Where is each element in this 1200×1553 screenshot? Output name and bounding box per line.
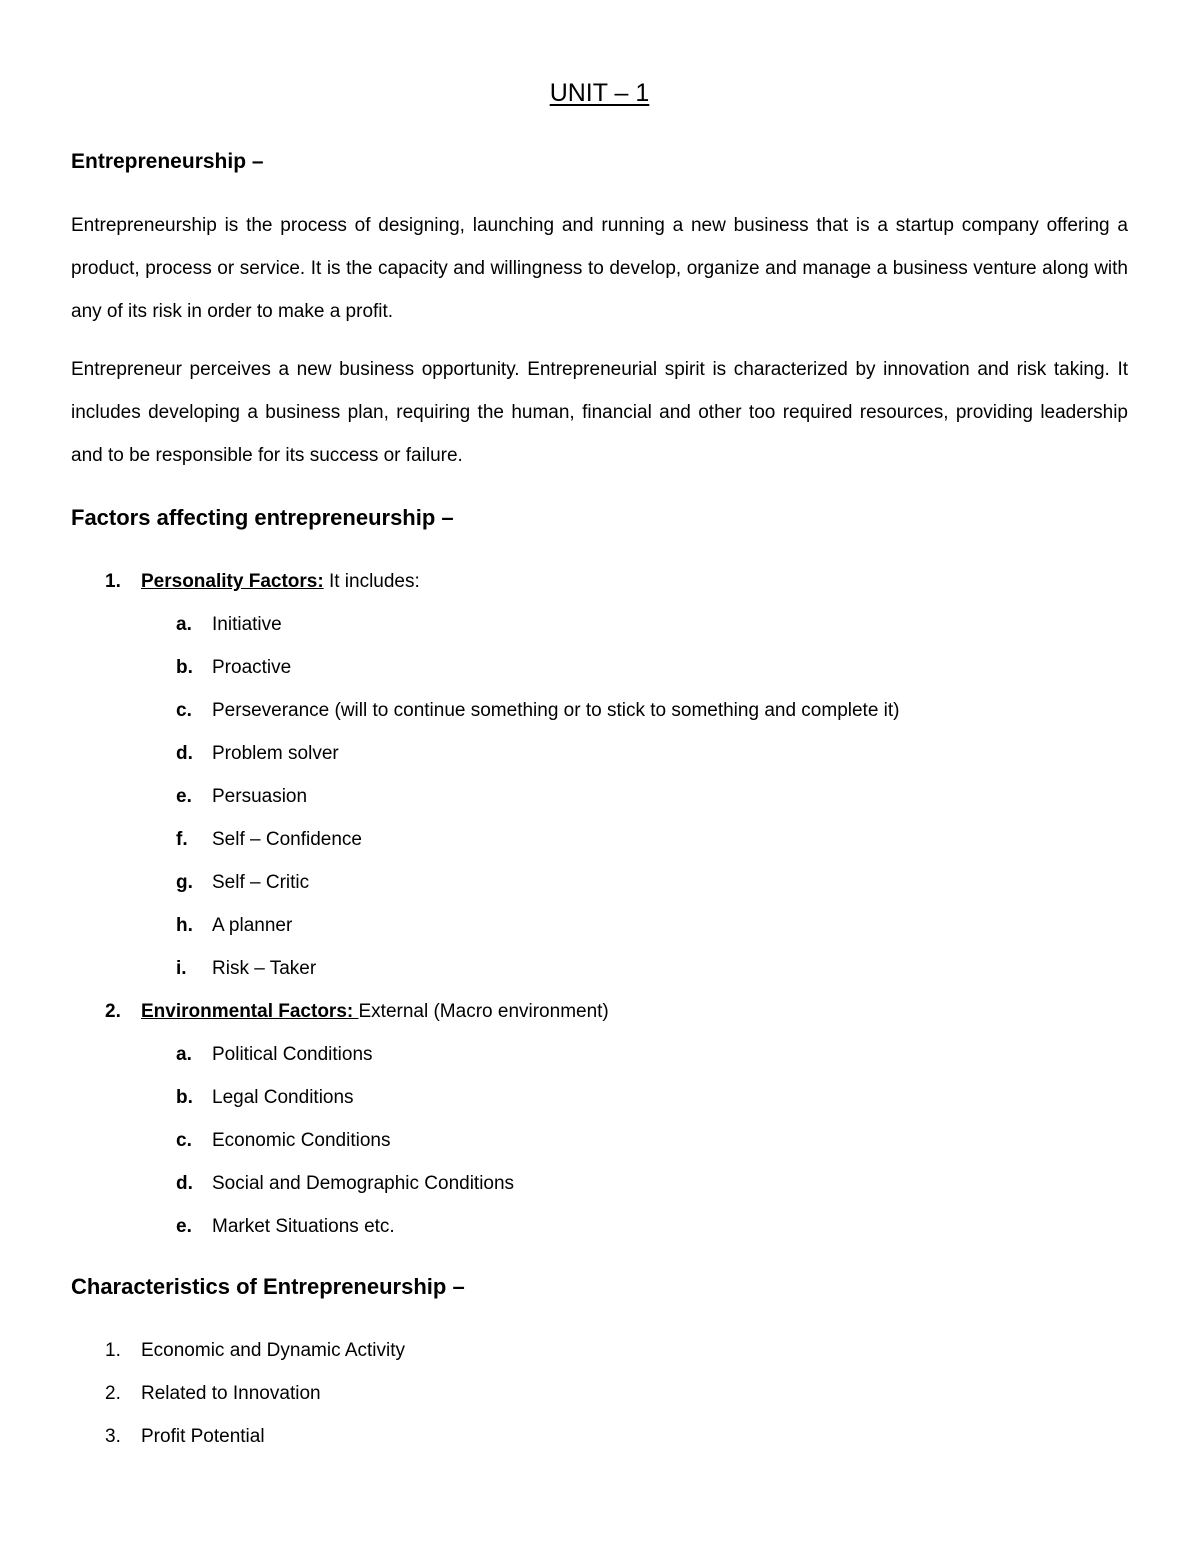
list-item-text: External (Macro environment) [358, 1001, 609, 1022]
list-item [71, 1372, 1128, 1415]
paragraph-entrepreneur: Entrepreneur perceives a new business opportunity. Entrepreneurial spirit is characterized by innovation and risk taking. It includes developing a business plan, requiring the human, financial and other too required resources, providing leadership and to be responsible for its success or failure. [71, 359, 1128, 466]
characteristics-list [71, 1329, 1128, 1458]
sub-list-letter: c. [176, 1130, 192, 1151]
list-item-text: Related to Innovation [141, 1383, 321, 1404]
section-heading-entrepreneurship: Entrepreneurship – [71, 150, 264, 173]
unit-title-text: UNIT – 1 [549, 79, 650, 107]
list-item-text: Profit Potential [141, 1426, 265, 1447]
sub-list-item [71, 732, 1128, 775]
sub-list-letter: b. [176, 657, 193, 678]
sub-list-text: Problem solver [212, 743, 339, 764]
list-label-environmental: Environmental Factors: [141, 1001, 359, 1022]
sub-list-letter: b. [176, 1087, 193, 1108]
sub-list-item [71, 603, 1128, 646]
sub-list-text: Economic Conditions [212, 1130, 391, 1151]
list-number: 2. [105, 1001, 121, 1022]
sub-list-text: A planner [212, 915, 293, 936]
sub-list-text: Risk – Taker [212, 958, 317, 979]
sub-list-letter: h. [176, 915, 193, 936]
sub-list-item [71, 775, 1128, 818]
list-label-personality: Personality Factors: [141, 571, 324, 592]
sub-list-letter: a. [176, 1044, 192, 1065]
sub-list-text: Legal Conditions [212, 1087, 354, 1108]
sub-list-item [71, 1119, 1128, 1162]
sub-list-text: Perseverance (will to continue something or to stick to something and complete it) [212, 700, 900, 721]
sub-list-item [71, 1033, 1128, 1076]
sub-list-item [71, 861, 1128, 904]
sub-list-text: Proactive [212, 657, 292, 678]
sub-list-letter: c. [176, 700, 192, 721]
paragraph-definition: Entrepreneurship is the process of designing, launching and running a new business that is a startup company offering a product, process or service. It is the capacity and willingness to develop, organize and manage a business venture along with any of its risk in order to make a profit. [71, 215, 1128, 322]
section-heading-factors: Factors affecting entrepreneurship – [71, 505, 454, 530]
page-title [71, 77, 1128, 109]
sub-list-item [71, 947, 1128, 990]
list-item [71, 1329, 1128, 1372]
list-item-personality-factors [71, 560, 1128, 603]
sub-list-letter: g. [176, 872, 193, 893]
sub-list-item [71, 818, 1128, 861]
list-number: 1. [105, 571, 121, 592]
sub-list-item [71, 904, 1128, 947]
sub-list-item [71, 689, 1128, 732]
list-item-text: Economic and Dynamic Activity [141, 1340, 405, 1361]
sub-list-text: Political Conditions [212, 1044, 373, 1065]
factors-list [71, 560, 1128, 1248]
section-heading-characteristics: Characteristics of Entrepreneurship – [71, 1274, 465, 1299]
sub-list-letter: d. [176, 743, 193, 764]
list-item [71, 1415, 1128, 1458]
sub-list-letter: i. [176, 958, 187, 979]
list-number: 3. [105, 1426, 121, 1447]
sub-list-text: Persuasion [212, 786, 308, 807]
sub-list-letter: e. [176, 786, 192, 807]
sub-list-letter: d. [176, 1173, 193, 1194]
list-item-environmental-factors [71, 990, 1128, 1033]
sub-list-item [71, 1162, 1128, 1205]
sub-list-text: Market Situations etc. [212, 1216, 395, 1237]
sub-list-text: Self – Critic [212, 872, 310, 893]
sub-list-item [71, 1076, 1128, 1119]
sub-list-letter: f. [176, 829, 188, 850]
sub-list-item [71, 646, 1128, 689]
list-item-text: It includes: [323, 571, 420, 592]
list-number: 1. [105, 1340, 121, 1361]
sub-list-letter: a. [176, 614, 192, 635]
sub-list-text: Initiative [212, 614, 282, 635]
sub-list-text: Self – Confidence [212, 829, 362, 850]
sub-list-letter: e. [176, 1216, 192, 1237]
sub-list-text: Social and Demographic Conditions [212, 1173, 515, 1194]
list-number: 2. [105, 1383, 121, 1404]
sub-list-item [71, 1205, 1128, 1248]
